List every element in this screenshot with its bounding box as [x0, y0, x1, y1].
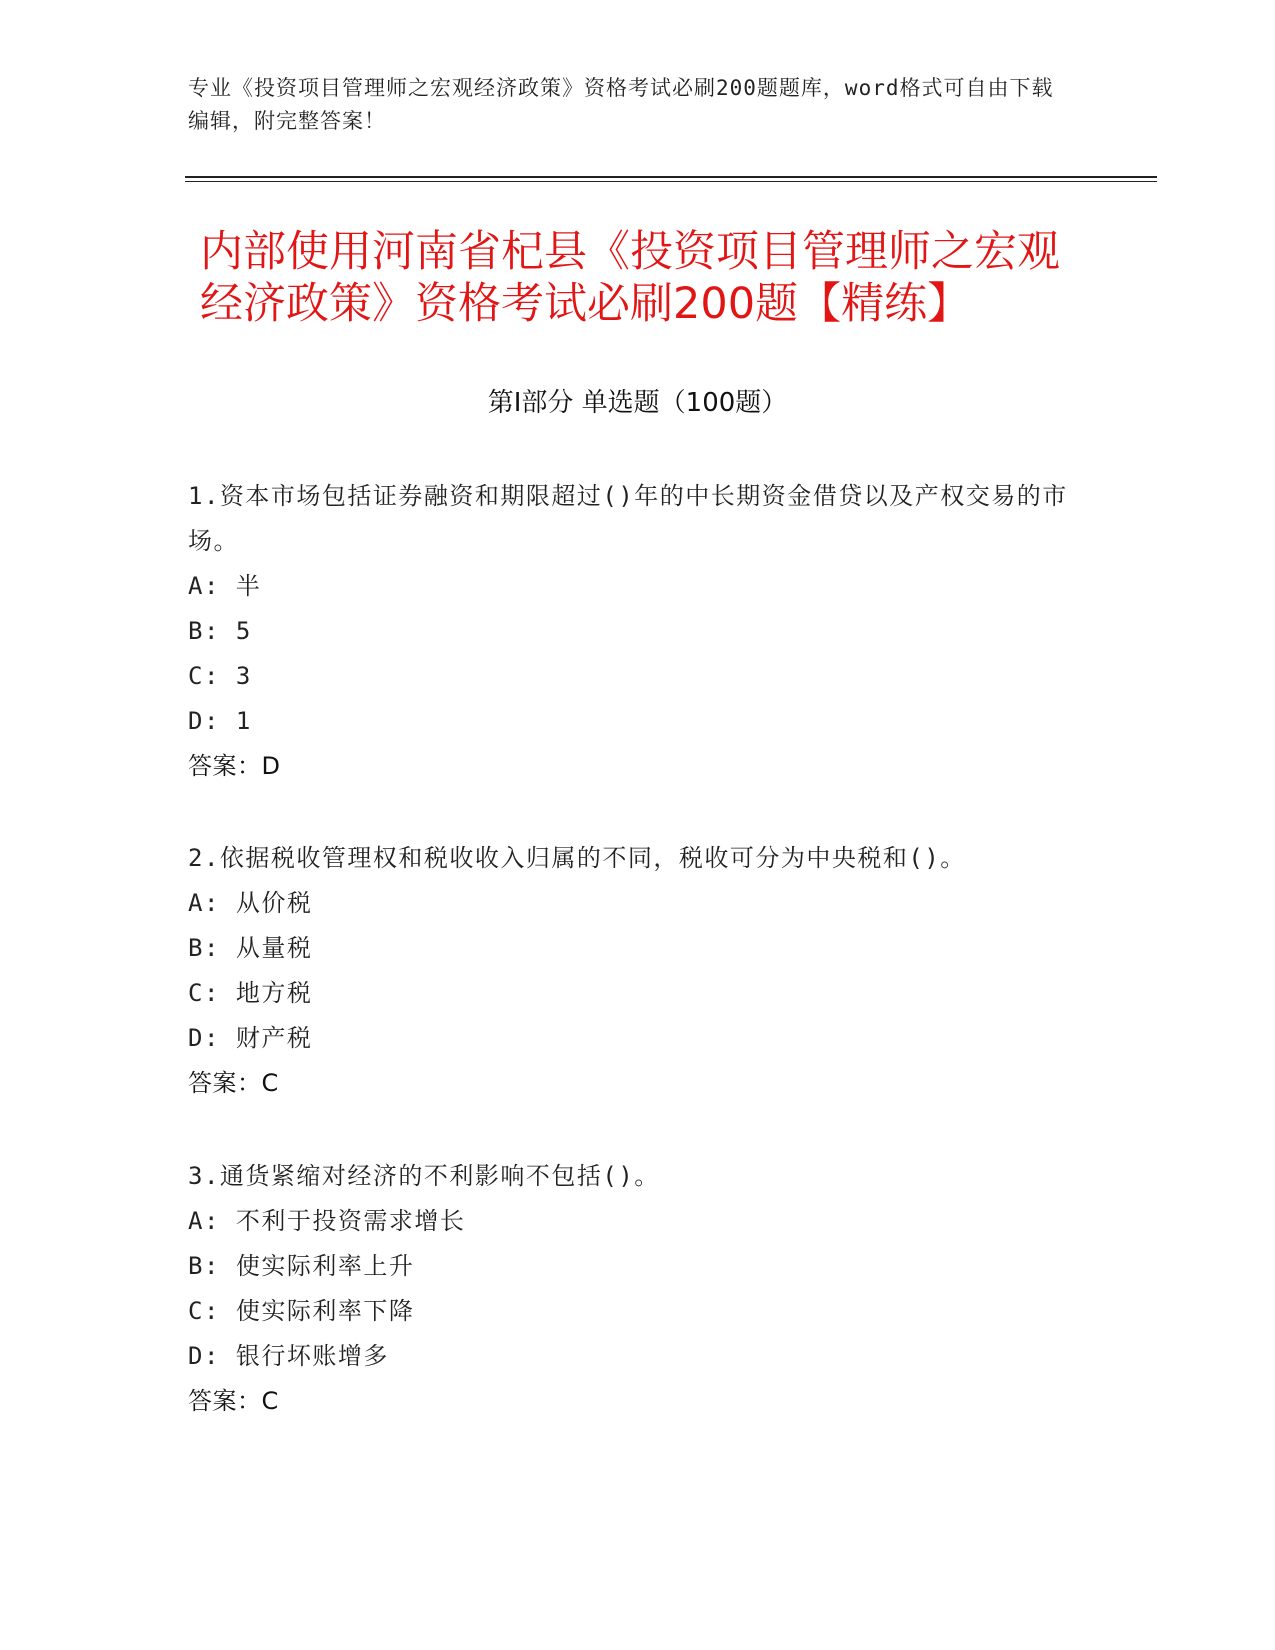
option-d: D: 财产税 [188, 1024, 313, 1052]
option-b: B: 使实际利率上升 [188, 1252, 415, 1280]
answer-line: 答案：C [188, 1387, 279, 1415]
question-block [188, 836, 1068, 1106]
option-b: B: 5 [188, 617, 252, 645]
option-a: A: 半 [188, 572, 262, 600]
section-title: 第I部分 单选题（100题） [487, 388, 788, 418]
option-c: C: 使实际利率下降 [188, 1297, 415, 1325]
question-block [188, 1154, 1068, 1424]
option-b: B: 从量税 [188, 934, 313, 962]
question-stem: 1.资本市场包括证券融资和期限超过()年的中长期资金借贷以及产权交易的市场。 [188, 482, 1068, 555]
header-note: 专业《投资项目管理师之宏观经济政策》资格考试必刷200题题库，word格式可自由下载编辑，附完整答案！ [188, 76, 1054, 133]
option-a: A: 从价税 [188, 889, 313, 917]
option-d: D: 1 [188, 707, 252, 735]
answer-line: 答案：D [188, 752, 281, 780]
option-c: C: 地方税 [188, 979, 313, 1007]
question-stem: 2.依据税收管理权和税收收入归属的不同，税收可分为中央税和()。 [188, 844, 966, 872]
option-c: C: 3 [188, 662, 252, 690]
header-divider-thick [185, 176, 1157, 178]
header-divider-thin [185, 181, 1157, 182]
question-stem: 3.通货紧缩对经济的不利影响不包括()。 [188, 1162, 660, 1190]
option-d: D: 银行坏账增多 [188, 1342, 389, 1370]
document-title: 内部使用河南省杞县《投资项目管理师之宏观经济政策》资格考试必刷200题【精练】 [200, 227, 1060, 329]
option-a: A: 不利于投资需求增长 [188, 1207, 466, 1235]
question-block [188, 474, 1068, 789]
answer-line: 答案：C [188, 1069, 279, 1097]
